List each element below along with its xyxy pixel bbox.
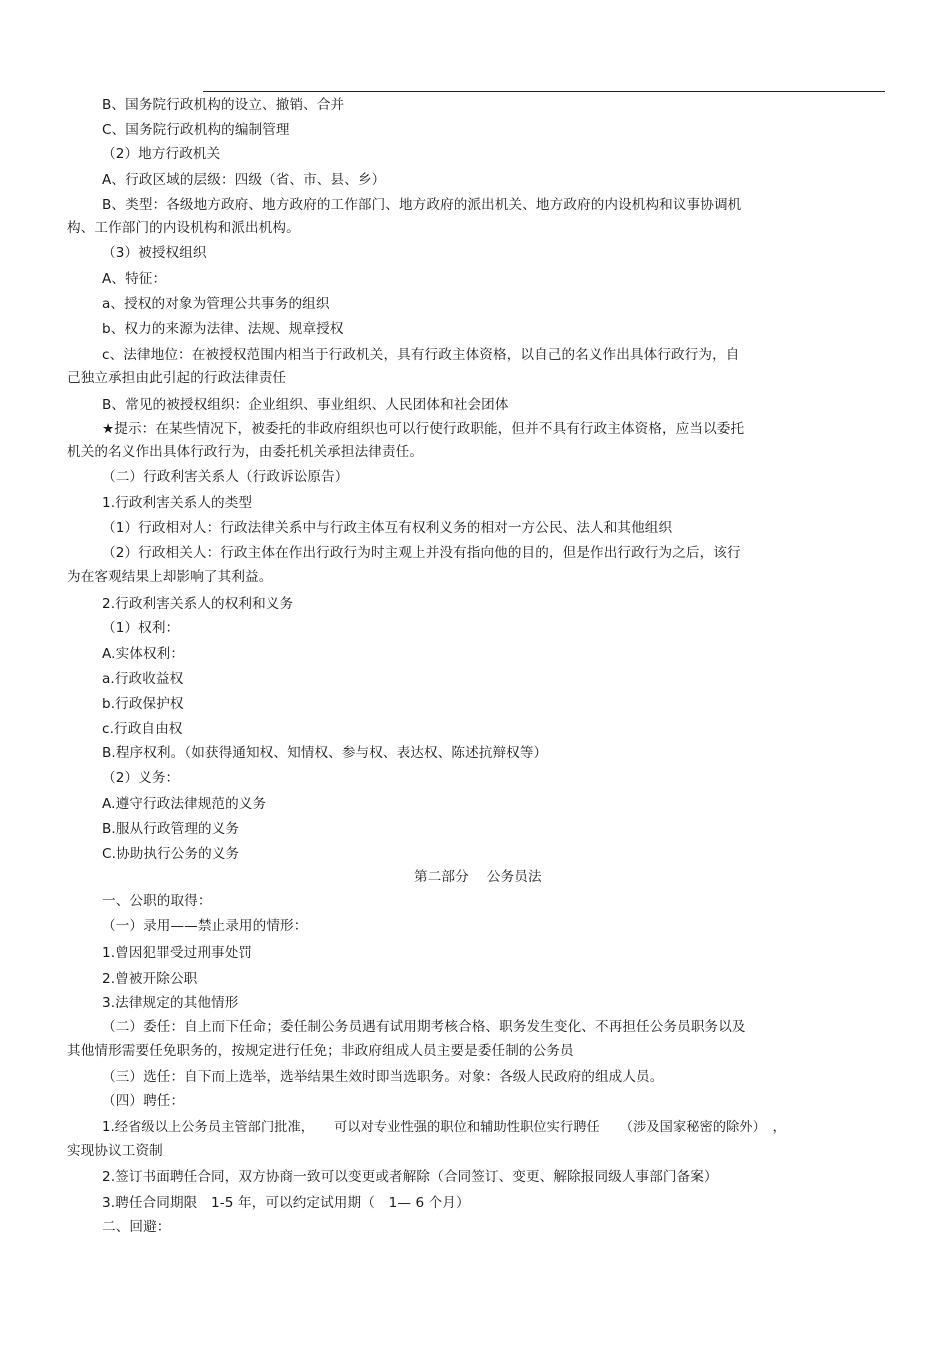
text-line: 其他情形需要任免职务的，按规定进行任免；非政府组成人员主要是委任制的公务员: [67, 1043, 574, 1059]
text-line: a、授权的对象为管理公共事务的组织: [102, 296, 330, 312]
text-line: 机关的名义作出具体行政行为，由委托机关承担法律责任。: [67, 444, 424, 460]
text-line: （二）行政利害关系人（行政诉讼原告）: [102, 469, 349, 485]
text-line: （1）行政相对人：行政法律关系中与行政主体互有权利义务的相对一方公民、法人和其他组织: [102, 520, 673, 536]
text-line: C.协助执行公务的义务: [102, 846, 240, 862]
text-line: B.程序权利。（如获得通知权、知情权、参与权、表达权、陈述抗辩权等）: [102, 745, 548, 761]
text-line: b、权力的来源为法律、法规、规章授权: [102, 321, 344, 337]
text-line: （1）权利：: [102, 620, 180, 636]
text-line: 一、公职的取得：: [102, 893, 212, 909]
text-line: A.遵守行政法律规范的义务: [102, 796, 267, 812]
text-line: 3.法律规定的其他情形: [102, 995, 239, 1011]
text-line: c.行政自由权: [102, 721, 183, 737]
text-line: B.服从行政管理的义务: [102, 821, 240, 837]
text-line: B、类型：各级地方政府、地方政府的工作部门、地方政府的派出机关、地方政府的内设机构和议事协调机: [102, 197, 742, 213]
text-line: C、国务院行政机构的编制管理: [102, 122, 290, 138]
text-line: （四）聘任：: [102, 1093, 185, 1109]
text-line: b.行政保护权: [102, 696, 184, 712]
text-line: B、常见的被授权组织：企业组织、事业组织、人民团体和社会团体: [102, 397, 509, 413]
text-line: （2）义务：: [102, 770, 180, 786]
text-line: ★提示：在某些情况下，被委托的非政府组织也可以行使行政职能，但并不具有行政主体资格，应当以委托: [102, 421, 745, 437]
text-line: 2.行政利害关系人的权利和义务: [102, 596, 294, 612]
text-line: 1.行政利害关系人的类型: [102, 495, 253, 511]
text-line: c、法律地位：在被授权范围内相当于行政机关，具有行政主体资格，以自己的名义作出具体行政行为，自: [102, 347, 740, 363]
text-line: 2.签订书面聘任合同，双方协商一致可以变更或者解除（合同签订、变更、解除报同级人事部门备案）: [102, 1169, 718, 1185]
section-title: 第二部分 公务员法: [414, 869, 542, 885]
text-line: a.行政收益权: [102, 671, 184, 687]
text-line: （一）录用——禁止录用的情形：: [102, 918, 308, 934]
text-line: （3）被授权组织: [102, 245, 207, 261]
text-line: （2）行政相关人：行政主体在作出行政行为时主观上并没有指向他的目的，但是作出行政行为之后，该行: [102, 545, 741, 561]
text-line: 1.经省级以上公务员主管部门批准， 可以对专业性强的职位和辅助性职位实行聘任 （涉及国家秘密的除外） ，: [102, 1120, 786, 1135]
text-line: B、国务院行政机构的设立、撤销、合并: [102, 97, 345, 113]
text-line: A、行政区域的层级：四级（省、市、县、乡）: [102, 172, 386, 188]
text-line: 3.聘任合同期限 1-5 年，可以约定试用期（ 1— 6 个月）: [102, 1195, 470, 1211]
text-line: A.实体权利：: [102, 646, 185, 662]
text-line: 2.曾被开除公职: [102, 971, 198, 987]
text-line: （2）地方行政机关: [102, 146, 221, 162]
text-line: （二）委任：自上而下任命；委任制公务员遇有试用期考核合格、职务发生变化、不再担任公务员职务以及: [102, 1019, 746, 1035]
text-line: 1.曾因犯罪受过刑事处罚: [102, 945, 253, 961]
text-line: 为在客观结果上却影响了其利益。: [67, 569, 273, 585]
text-line: A、特征：: [102, 271, 167, 287]
text-line: 构、工作部门的内设机构和派出机构。: [67, 220, 300, 236]
text-line: 己独立承担由此引起的行政法律责任: [67, 370, 287, 386]
text-line: （三）选任：自下而上选举，选举结果生效时即当选职务。对象：各级人民政府的组成人员。: [102, 1069, 664, 1085]
text-line: 二、回避：: [102, 1219, 171, 1235]
text-line: 实现协议工资制: [67, 1143, 163, 1159]
